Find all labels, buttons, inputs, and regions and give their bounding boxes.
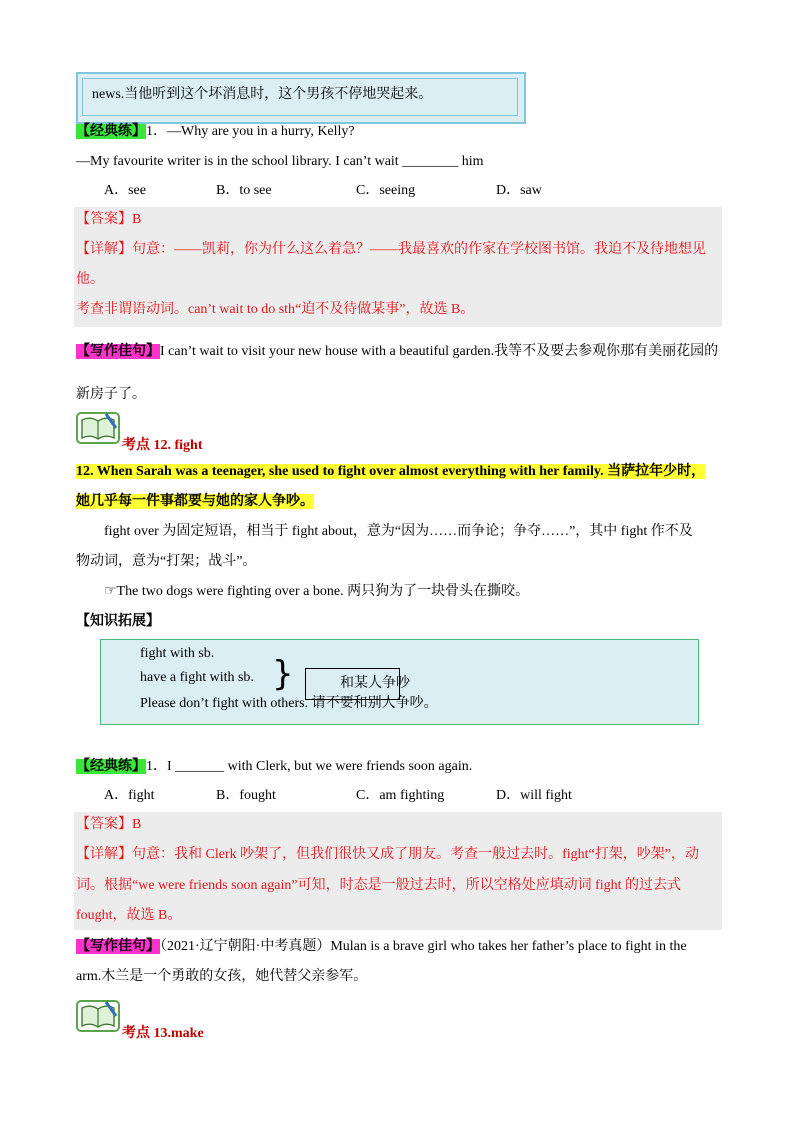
exercise-tag: 【经典练】 (76, 124, 146, 139)
exercise-question: 【经典练】1．—Why are you in a hurry, Kelly? (76, 124, 355, 139)
option-c-2: C．am fighting (356, 788, 445, 803)
detail2-line3: fought，故选 B。 (76, 908, 182, 923)
writing-sentence-line2: 新房子了。 (76, 387, 146, 402)
option-d: D．saw (496, 183, 542, 198)
exercise-question-2: 【经典练】1．I _______ with Clerk, but we were friends soon again. (76, 759, 473, 774)
option-d-2: D．will fight (496, 788, 572, 803)
explanation-line2: 物动词，意为“打架；战斗”。 (76, 554, 257, 569)
extension-line2: have a fight with sb. (140, 670, 254, 685)
exercise-tag-2: 【经典练】 (76, 759, 146, 774)
extension-title: 【知识拓展】 (76, 614, 160, 629)
detail-line3: 考查非谓语动词。can’t wait to do sth“迫不及待做某事”，故选 B。 (76, 302, 475, 317)
option-b-2: B．fought (216, 788, 276, 803)
key-sentence-line1: 12. When Sarah was a teenager, she used to fight over almost everything with her family. 当萨拉年少时， (76, 464, 706, 479)
writing-sentence: 【写作佳句】I can’t wait to visit your new house with a beautiful garden.我等不及要去参观你那有美丽花园的 (76, 344, 719, 359)
detail-line1: 【详解】句意：——凯莉，你为什么这么着急？——我最喜欢的作家在学校图书馆。我迫不及待地想见 (76, 242, 706, 257)
explanation-line1: fight over 为固定短语，相当于 fight about，意为“因为……而争论；争夺……”，其中 fight 作不及 (104, 524, 693, 539)
writing-sentence-2-line2: arm.木兰是一个勇敢的女孩，她代替父亲参军。 (76, 969, 368, 984)
kaodian-title-13: 考点 13.make (122, 1026, 204, 1041)
answer-text: 【答案】B (76, 212, 142, 227)
option-a: A．see (104, 183, 146, 198)
meaning-text: 和某人争吵 (340, 676, 410, 691)
detail-line2: 他。 (76, 272, 104, 287)
option-b: B．to see (216, 183, 272, 198)
kaodian-title: 考点 12. fight (122, 438, 203, 453)
key-sentence-line2: 她几乎每一件事都要与她的家人争吵。 (76, 494, 314, 509)
extension-line3: Please don’t fight with others. 请不要和别人争吵。 (140, 696, 438, 711)
detail2-line1: 【详解】句意：我和 Clerk 吵架了，但我们很快又成了朋友。考查一般过去时。fight“打架，吵架”，动 (76, 847, 699, 862)
option-a-2: A．fight (104, 788, 155, 803)
extension-line1: fight with sb. (140, 646, 215, 661)
writing-tag-2: 【写作佳句】 (76, 939, 160, 954)
detail2-line2: 词。根据“we were friends soon again”可知，时态是一般过去时，所以空格处应填动词 fight 的过去式 (76, 878, 682, 893)
brace-icon: } (272, 654, 294, 694)
writing-tag: 【写作佳句】 (76, 344, 160, 359)
answer-text-2: 【答案】B (76, 817, 142, 832)
book-icon (76, 412, 120, 444)
book-icon (76, 1000, 120, 1032)
exercise-question-line2: —My favourite writer is in the school library. I can’t wait ________ him (76, 154, 484, 169)
example-sentence: ☞The two dogs were fighting over a bone. 两只狗为了一块骨头在撕咬。 (104, 584, 530, 599)
option-c: C．seeing (356, 183, 416, 198)
writing-sentence-2: 【写作佳句】（2021·辽宁朝阳·中考真题）Mulan is a brave girl who takes her father’s place to fight in the (76, 939, 687, 954)
top-note-text: news.当他听到这个坏消息时，这个男孩不停地哭起来。 (92, 87, 433, 102)
